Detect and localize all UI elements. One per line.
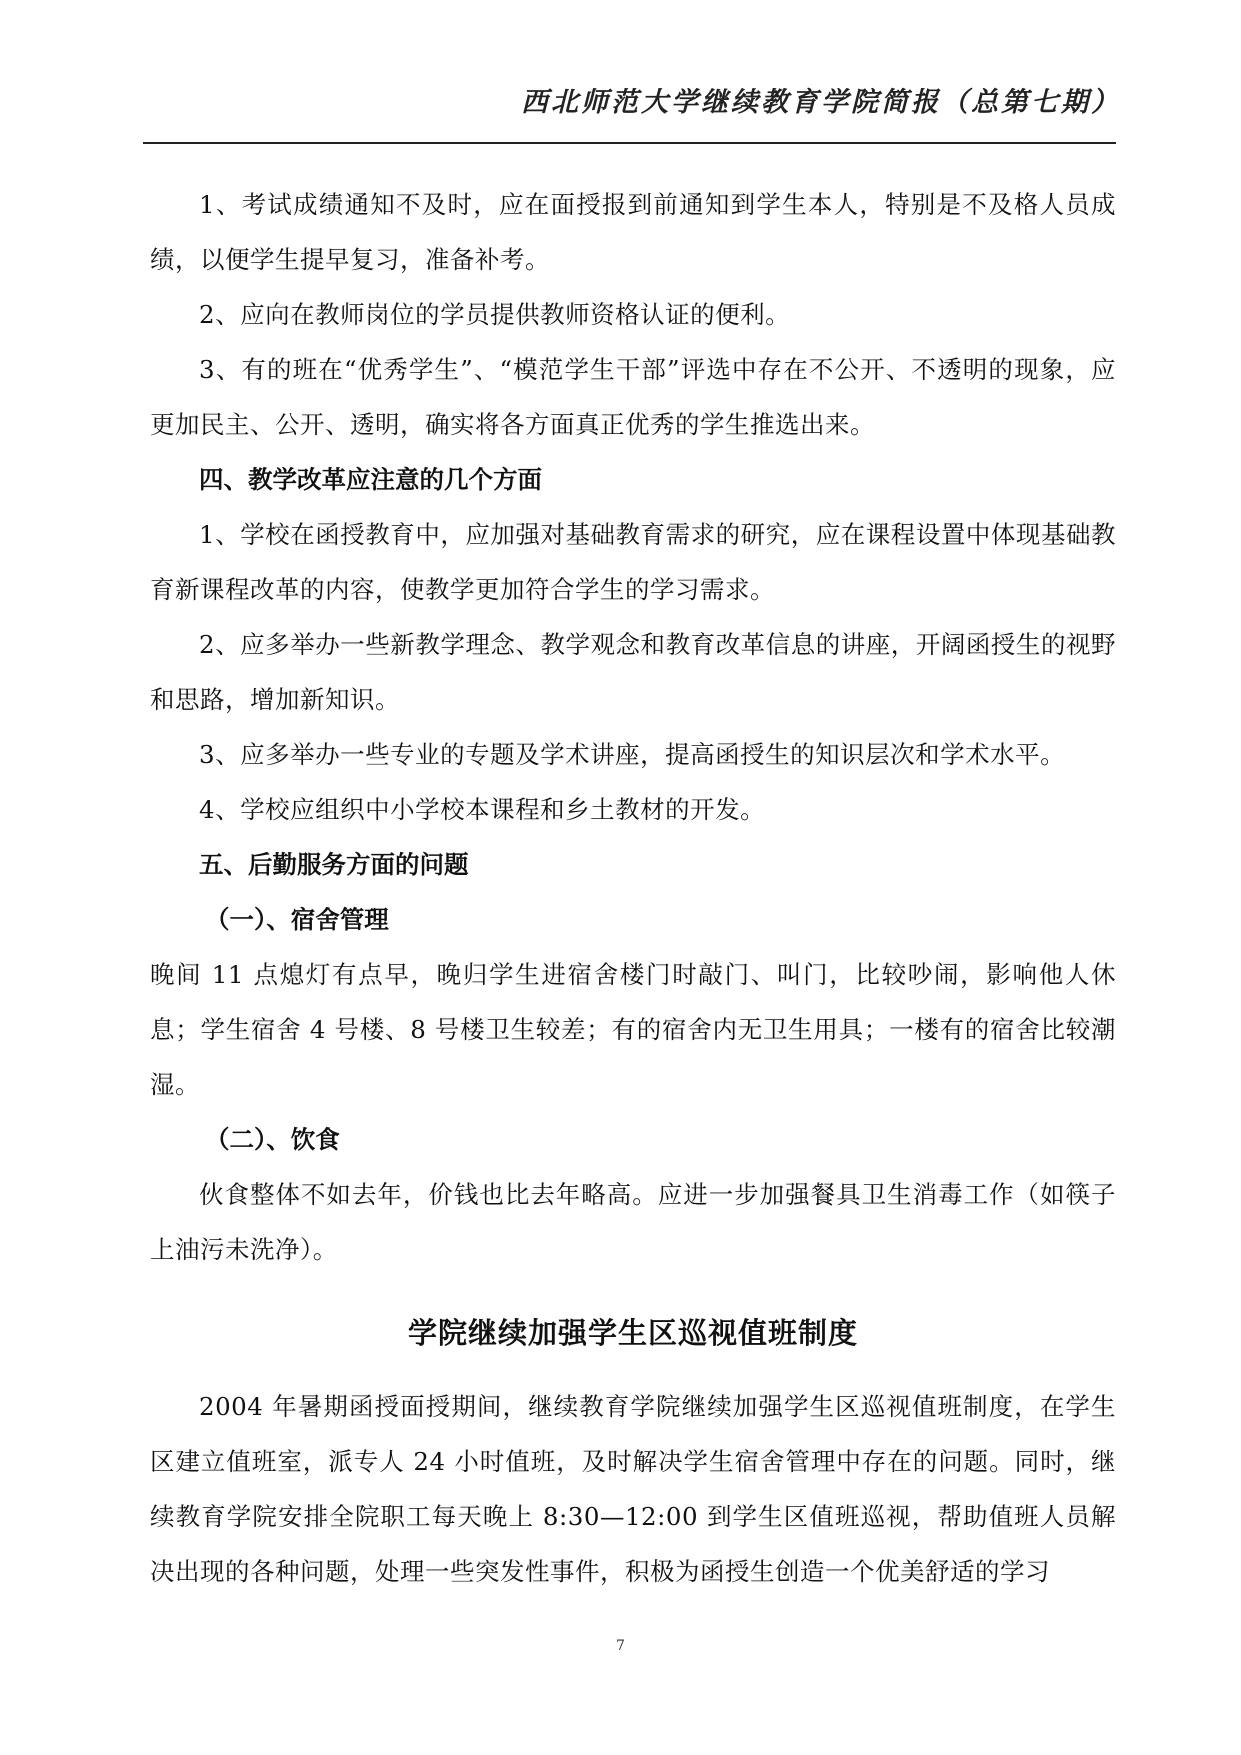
dormitory-paragraph: 晚间 11 点熄灯有点早，晚归学生进宿舍楼门时敲门、叫门，比较吵闹，影响他人休息；学生宿舍 4 号楼、8 号楼卫生较差；有的宿舍内无卫生用具；一楼有的宿舍比较潮湿。 xyxy=(150,960,1116,1099)
teacher-certification-paragraph: 2、应向在教师岗位的学员提供教师资格认证的便利。 xyxy=(199,300,791,329)
page-content xyxy=(150,177,1116,1599)
teaching-reform-item-4: 4、学校应组织中小学校本课程和乡土教材的开发。 xyxy=(199,795,766,824)
newsletter-header-title: 西北师范大学继续教育学院简报（总第七期） xyxy=(521,87,1121,118)
exam-notice-paragraph: 1、考试成绩通知不及时，应在面授报到前通知到学生本人，特别是不及格人员成绩，以便学生提早复习，准备补考。 xyxy=(150,190,1116,274)
header-divider xyxy=(143,142,1116,144)
teaching-reform-item-2: 2、应多举办一些新教学理念、教学观念和教育改革信息的讲座，开阔函授生的视野和思路，增加新知识。 xyxy=(150,630,1116,714)
section-four-heading: 四、教学改革应注意的几个方面 xyxy=(199,465,542,494)
article-body-paragraph: 2004 年暑期函授面授期间，继续教育学院继续加强学生区巡视值班制度，在学生区建立值班室，派专人 24 小时值班，及时解决学生宿舍管理中存在的问题。同时，继续教育学院安排全院职工每天晚上 8:30—12:00 到学生区值班巡视，帮助值班人员解决出现的各种问题，处理一些突发性事件，积极为函授生创造一个优美舒适的学习 xyxy=(150,1392,1116,1586)
section-five-heading: 五、后勤服务方面的问题 xyxy=(199,850,469,879)
page-number: 7 xyxy=(616,1638,625,1654)
teaching-reform-item-1: 1、学校在函授教育中，应加强对基础教育需求的研究，应在课程设置中体现基础教育新课程改革的内容，使教学更加符合学生的学习需求。 xyxy=(150,520,1116,604)
catering-subheading: （二）、饮食 xyxy=(205,1125,340,1154)
teaching-reform-item-3: 3、应多举办一些专业的专题及学术讲座，提高函授生的知识层次和学术水平。 xyxy=(199,740,1066,769)
article-title: 学院继续加强学生区巡视值班制度 xyxy=(407,1316,858,1350)
student-selection-paragraph: 3、有的班在“优秀学生”、“模范学生干部”评选中存在不公开、不透明的现象，应更加民主、公开、透明，确实将各方面真正优秀的学生推选出来。 xyxy=(150,355,1116,439)
catering-paragraph: 伙食整体不如去年，价钱也比去年略高。应进一步加强餐具卫生消毒工作（如筷子上油污未洗净）。 xyxy=(150,1180,1116,1264)
dormitory-subheading: （一）、宿舍管理 xyxy=(205,905,389,934)
